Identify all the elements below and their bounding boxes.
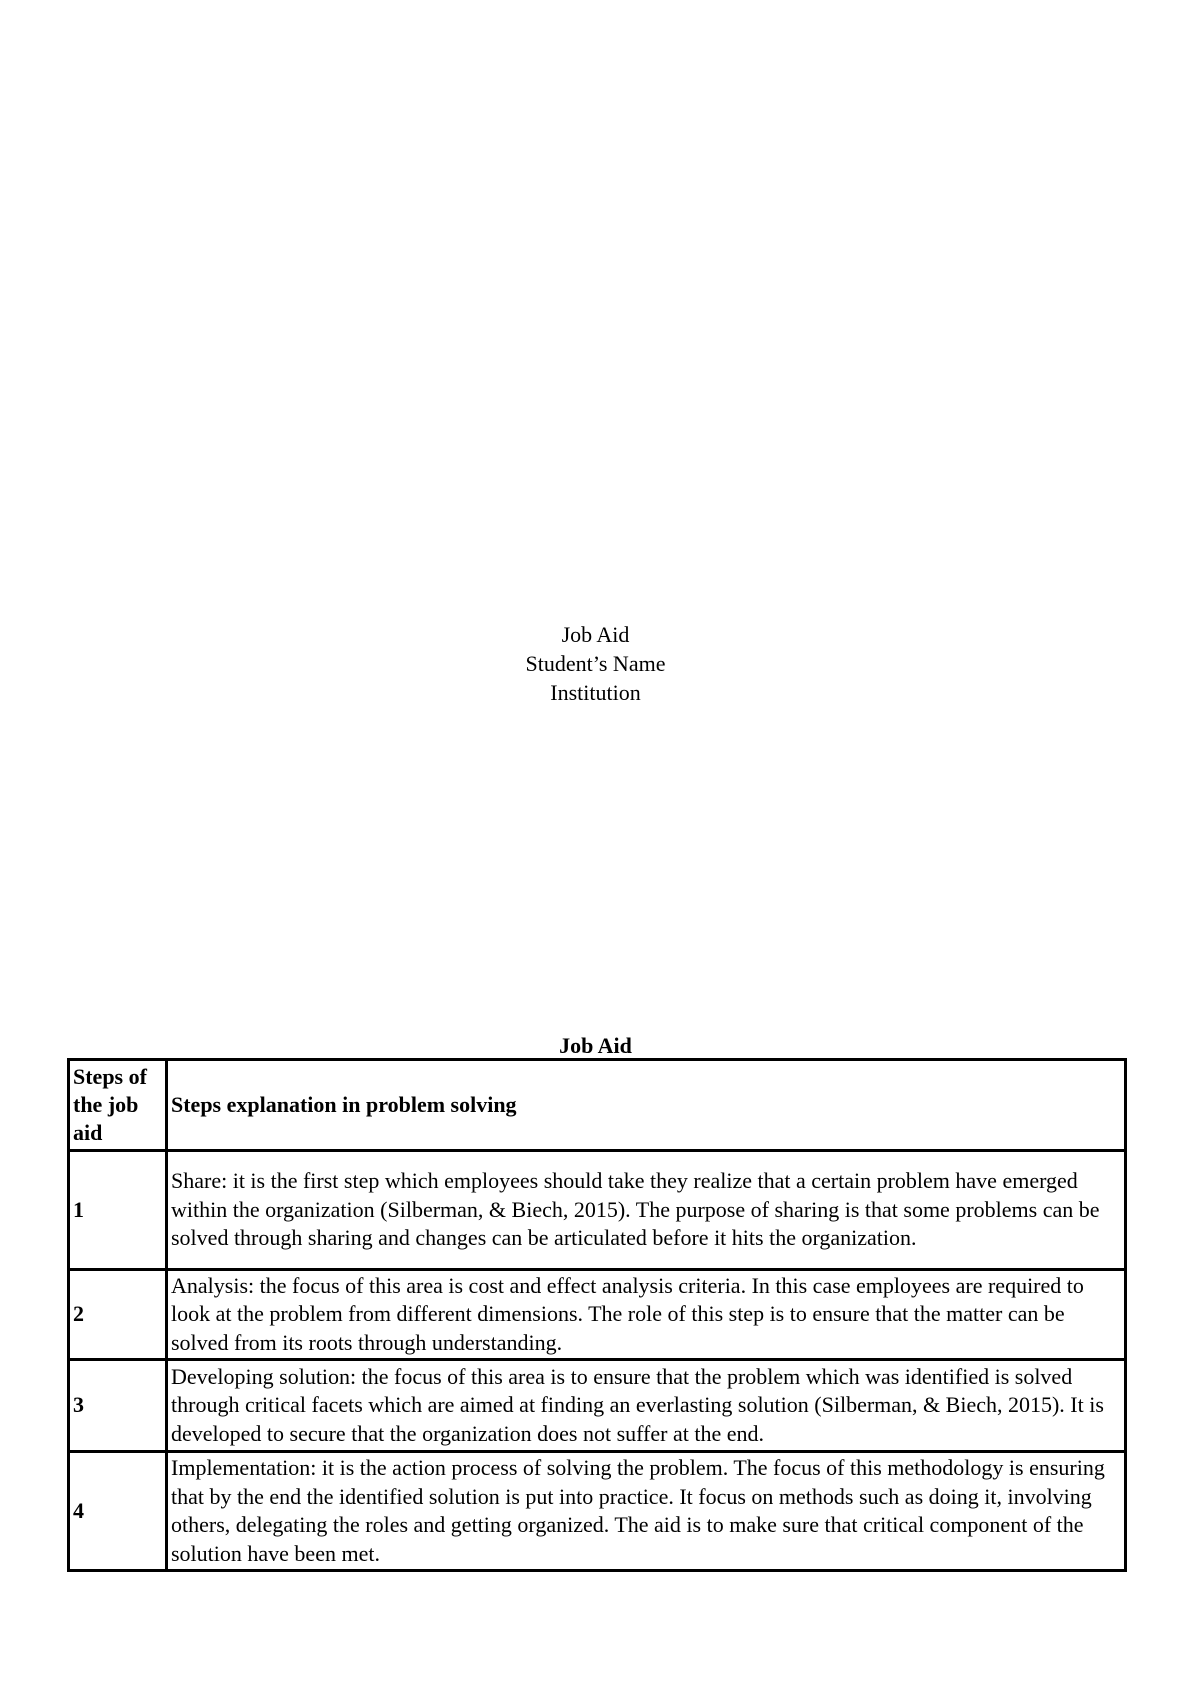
institution-name: Institution (550, 680, 641, 705)
step-number: 2 (69, 1270, 167, 1360)
column-header-explanation: Steps explanation in problem solving (167, 1060, 1126, 1151)
step-explanation: Analysis: the focus of this area is cost and effect analysis criteria. In this case employees are required to look at the problem from different dimensions. The role of this step is to ensure that the matter can be solved from its roots through understanding. (167, 1270, 1126, 1360)
step-explanation: Share: it is the first step which employees should take they realize that a certain problem have emerged within the organization (Silberman, & Biech, 2015). The purpose of sharing is that some problems can be solved through sharing and changes can be articulated before it hits the organization. (167, 1151, 1126, 1270)
student-name: Student’s Name (525, 651, 666, 676)
table-row (69, 1270, 1126, 1360)
cover-title: Job Aid (561, 622, 630, 647)
job-aid-table (67, 1058, 1127, 1572)
step-number: 3 (69, 1360, 167, 1452)
table-row (69, 1151, 1126, 1270)
table-row (69, 1360, 1126, 1452)
step-number: 1 (69, 1151, 167, 1270)
column-header-steps: Steps of the job aid (69, 1060, 167, 1151)
cover-title-block (0, 620, 1191, 707)
step-number: 4 (69, 1452, 167, 1571)
step-explanation: Implementation: it is the action process of solving the problem. The focus of this methodology is ensuring that by the end the identified solution is put into practice. It focus on methods such as doing it, involving others, delegating the roles and getting organized. The aid is to make sure that critical component of the solution have been met. (167, 1452, 1126, 1571)
table-row (69, 1452, 1126, 1571)
table-header-row (69, 1060, 1126, 1151)
table-heading: Job Aid (559, 1033, 632, 1058)
step-explanation: Developing solution: the focus of this area is to ensure that the problem which was identified is solved through critical facets which are aimed at finding an everlasting solution (Silberman, & Biech, 2015). It is developed to secure that the organization does not suffer at the end. (167, 1360, 1126, 1452)
